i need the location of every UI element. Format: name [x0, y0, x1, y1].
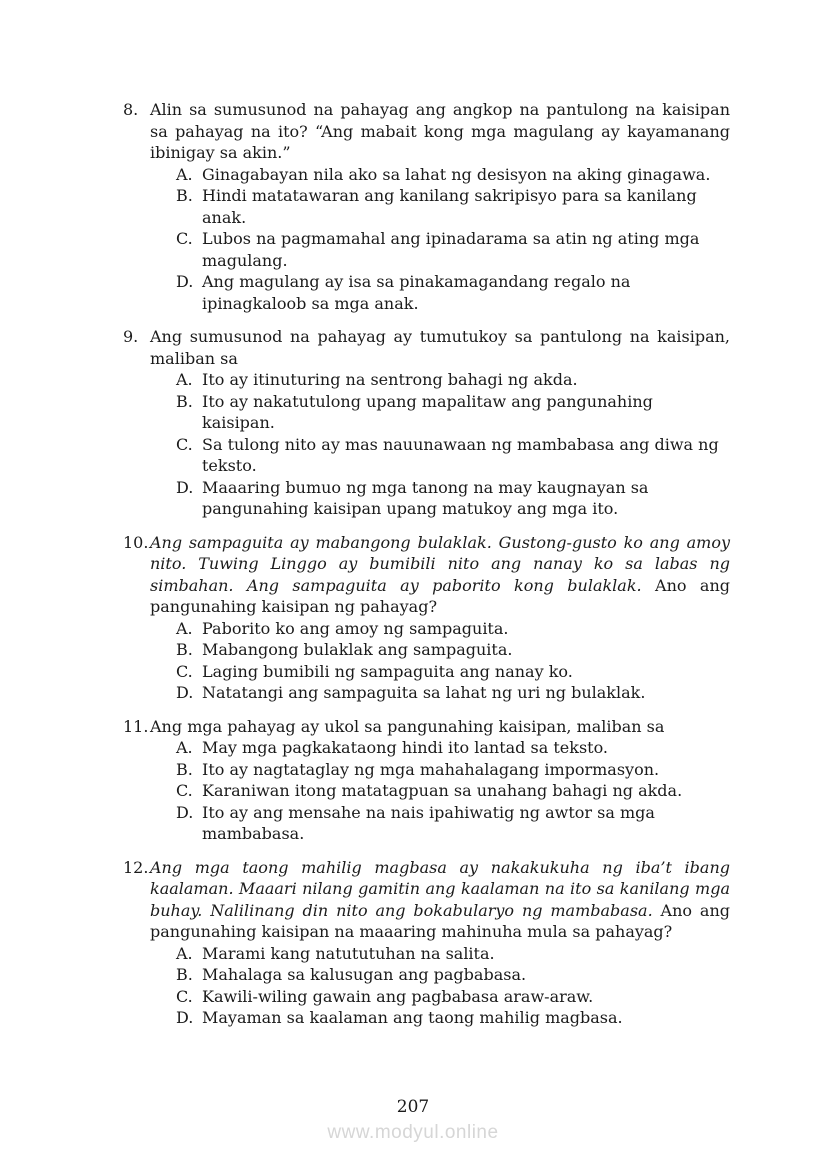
question-intro-italic: Ang mga taong mahilig magbasa ay nakakukuha ng iba’t ibang kaalaman. Maaari nilang gamitin ang kaalaman na ito sa kanilang mga buhay. Nalilinang din nito ang bokabularyo ng mambabasa. — [150, 857, 730, 920]
question-text — [150, 532, 730, 618]
option-d — [176, 1007, 730, 1029]
option-letter: D. — [176, 802, 194, 822]
option-letter: B. — [176, 391, 193, 411]
option-letter: D. — [176, 1008, 194, 1027]
option-letter: D. — [176, 272, 194, 291]
option-text: Ito ay itinuturing na sentrong bahagi ng akda. — [202, 370, 578, 389]
option-text: Ito ay ang mensahe na nais ipahiwatig ng awtor sa mga mambabasa. — [202, 802, 655, 843]
option-letter: C. — [176, 986, 193, 1006]
option-c — [176, 434, 730, 477]
options-list — [176, 369, 730, 520]
question-stem: Ang mga pahayag ay ukol sa pangunahing kaisipan, maliban sa — [150, 716, 665, 736]
option-b — [176, 759, 730, 781]
question-text — [150, 326, 730, 369]
option-letter: C. — [176, 434, 193, 454]
question-12 — [123, 857, 730, 1029]
question-list — [123, 99, 730, 1041]
option-b — [176, 185, 730, 228]
question-8 — [123, 99, 730, 314]
option-letter: A. — [176, 943, 193, 963]
question-9 — [123, 326, 730, 520]
option-a — [176, 618, 730, 640]
option-letter: D. — [176, 683, 194, 702]
option-text: Paborito ko ang amoy ng sampaguita. — [202, 618, 509, 638]
option-text: Ginagabayan nila ako sa lahat ng desisyon na aking ginagawa. — [202, 164, 711, 184]
option-text: Mabangong bulaklak ang sampaguita. — [202, 640, 513, 659]
option-letter: C. — [176, 661, 193, 681]
question-stem: Ano ang pangunahing kaisipan na maaaring mahinuha mula sa pahayag? — [150, 900, 730, 941]
option-text: Kawili-wiling gawain ang pagbabasa araw-araw. — [202, 986, 594, 1006]
option-d — [176, 271, 730, 314]
option-letter: C. — [176, 229, 193, 248]
question-text — [150, 716, 730, 738]
option-letter: C. — [176, 781, 193, 800]
question-number: 11. — [123, 716, 149, 736]
option-letter: A. — [176, 164, 193, 184]
option-text: May mga pagkakataong hindi ito lantad sa teksto. — [202, 738, 609, 757]
option-letter: A. — [176, 618, 193, 638]
option-a — [176, 164, 730, 186]
option-b — [176, 391, 730, 434]
option-a — [176, 369, 730, 391]
option-letter: D. — [176, 477, 194, 497]
question-intro-italic: Ang sampaguita ay mabangong bulaklak. Gustong-gusto ko ang amoy nito. Tuwing Linggo ay bumibili nito ang nanay ko sa labas ng simbahan. Ang sampaguita ay paborito kong bulaklak. — [150, 532, 730, 595]
question-10 — [123, 532, 730, 704]
option-text: Marami kang natututuhan na salita. — [202, 943, 495, 963]
option-letter: A. — [176, 370, 193, 389]
option-letter: B. — [176, 640, 193, 659]
option-text: Karaniwan itong matatagpuan sa unahang bahagi ng akda. — [202, 781, 683, 800]
option-text: Maaaring bumuo ng mga tanong na may kaugnayan sa pangunahing kaisipan upang matukoy ang mga ito. — [202, 477, 649, 518]
option-c — [176, 228, 730, 271]
watermark-url: www.modyul.online — [327, 1122, 499, 1143]
option-b — [176, 964, 730, 986]
option-c — [176, 780, 730, 802]
option-text: Sa tulong nito ay mas nauunawaan ng mambabasa ang diwa ng teksto. — [202, 434, 719, 475]
option-d — [176, 477, 730, 520]
question-number: 9. — [123, 327, 139, 346]
options-list — [176, 164, 730, 315]
option-text: Hindi matatawaran ang kanilang sakripisyo para sa kanilang anak. — [202, 186, 697, 227]
option-a — [176, 737, 730, 759]
question-11 — [123, 716, 730, 845]
option-a — [176, 943, 730, 965]
page-number: 207 — [396, 1097, 430, 1117]
option-letter: A. — [176, 738, 193, 757]
option-letter: B. — [176, 965, 193, 984]
option-text: Mahalaga sa kalusugan ang pagbabasa. — [202, 965, 527, 984]
option-letter: B. — [176, 186, 193, 205]
option-text: Ang magulang ay isa sa pinakamagandang regalo na ipinagkaloob sa mga anak. — [202, 272, 631, 313]
option-text: Natatangi ang sampaguita sa lahat ng uri ng bulaklak. — [202, 683, 646, 702]
question-stem: Alin sa sumusunod na pahayag ang angkop na pantulong na kaisipan sa pahayag na ito? “Ang mabait kong mga magulang ay kayamanang ibinigay sa akin.” — [150, 100, 730, 162]
options-list — [176, 618, 730, 704]
option-b — [176, 639, 730, 661]
question-number: 8. — [123, 100, 139, 119]
question-text — [150, 99, 730, 164]
question-stem: Ano ang pangunahing kaisipan ng pahayag? — [150, 575, 730, 616]
options-list — [176, 943, 730, 1029]
option-d — [176, 802, 730, 845]
option-text: Ito ay nakatutulong upang mapalitaw ang pangunahing kaisipan. — [202, 391, 653, 432]
option-text: Laging bumibili ng sampaguita ang nanay ko. — [202, 661, 573, 681]
option-c — [176, 661, 730, 683]
options-list — [176, 737, 730, 845]
question-text — [150, 857, 730, 943]
option-d — [176, 682, 730, 704]
option-text: Mayaman sa kaalaman ang taong mahilig magbasa. — [202, 1008, 623, 1027]
option-c — [176, 986, 730, 1008]
option-letter: B. — [176, 759, 193, 779]
question-number: 12. — [123, 857, 149, 877]
option-text: Ito ay nagtataglay ng mga mahahalagang impormasyon. — [202, 759, 660, 779]
option-text: Lubos na pagmamahal ang ipinadarama sa atin ng ating mga magulang. — [202, 229, 700, 270]
question-stem: Ang sumusunod na pahayag ay tumutukoy sa pantulong na kaisipan, maliban sa — [150, 327, 730, 368]
question-number: 10. — [123, 532, 149, 552]
